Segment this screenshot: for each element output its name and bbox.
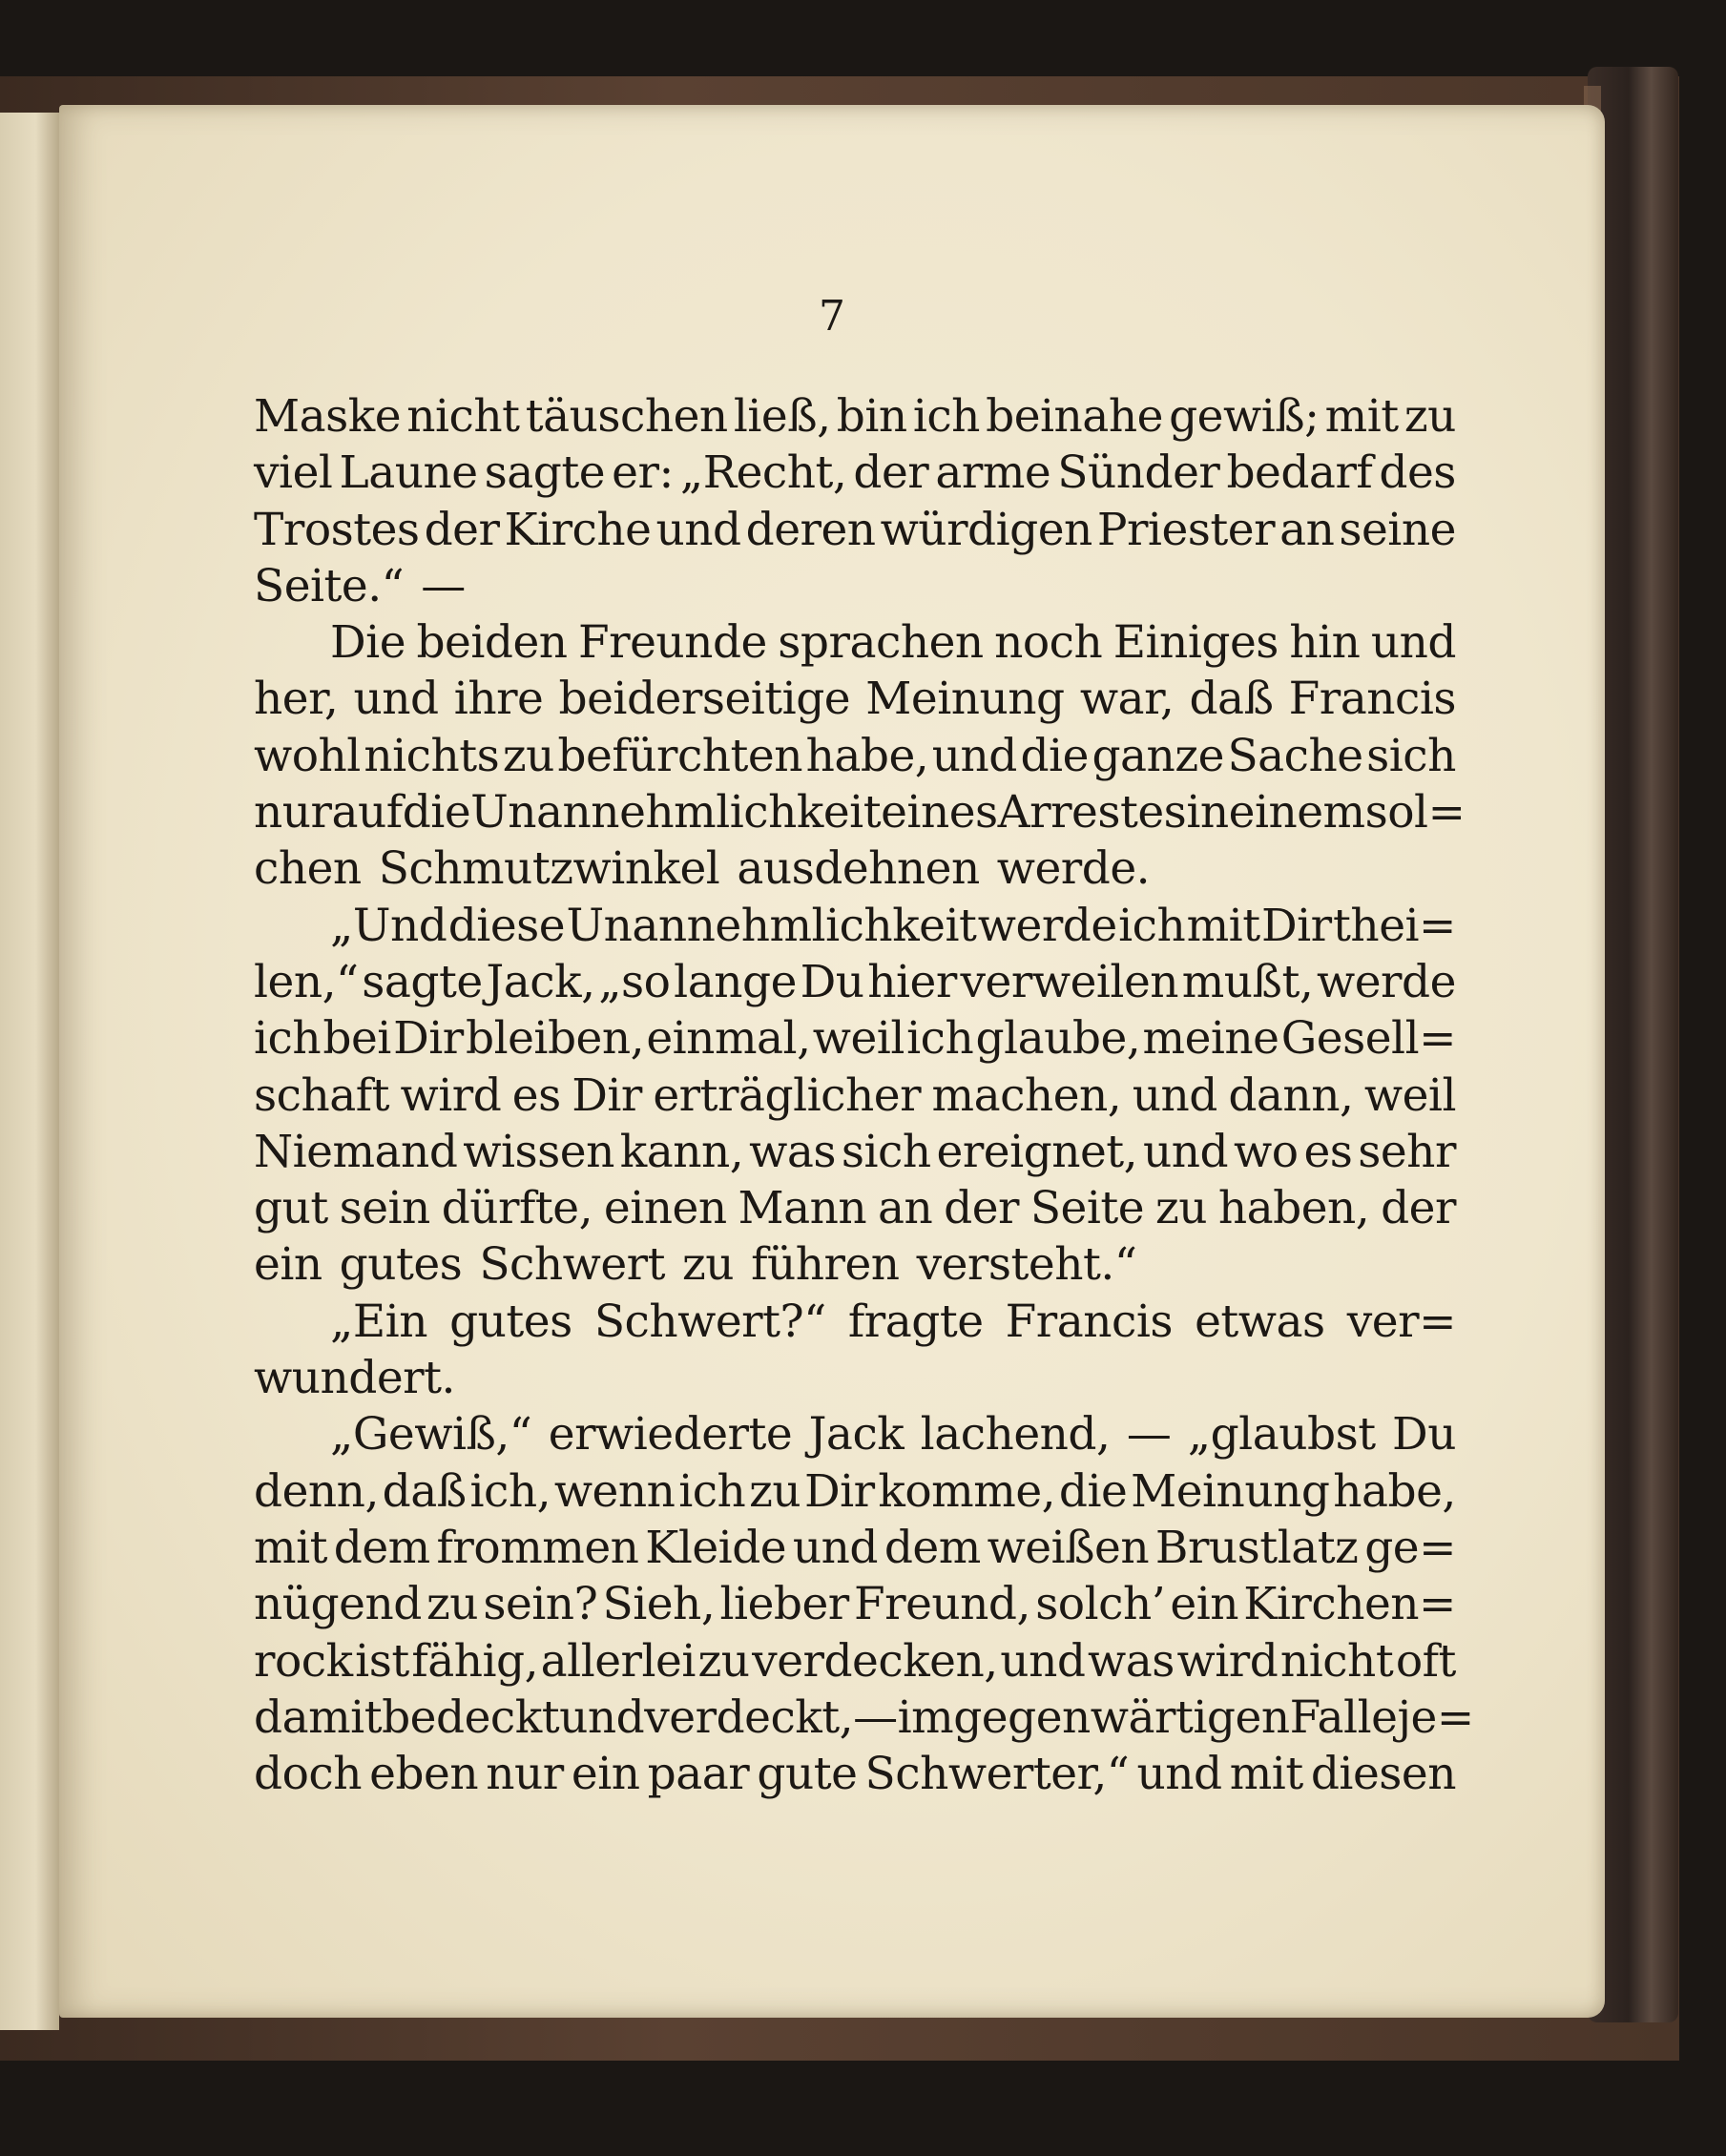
text-line: wundert. <box>254 1352 455 1405</box>
text-line: her, und ihre beiderseitige Meinung war, daß Francis <box>254 673 1456 726</box>
text-line: gut sein dürfte, einen Mann an der Seite zu haben, der <box>254 1182 1456 1235</box>
facing-page-edge <box>0 113 59 2030</box>
text-line: „Ein gutes Schwert?“ fragte Francis etwas ver= <box>330 1295 1456 1348</box>
text-line: Seite.“ — <box>254 559 466 612</box>
text-line: damit bedeckt und verdeckt, — im gegenwärtigen Falle je= <box>254 1690 1474 1744</box>
text-line: len,“ sagte Jack, „so lange Du hier verweilen mußt, werde <box>254 955 1456 1008</box>
text-line: nügend zu sein? Sieh, lieber Freund, solch’ ein Kirchen= <box>254 1578 1456 1631</box>
text-line: doch eben nur ein paar gute Schwerter,“ und mit diesen <box>254 1748 1456 1801</box>
text-line: ich bei Dir bleiben, einmal, weil ich glaube, meine Gesell= <box>254 1012 1456 1066</box>
text-line: Niemand wissen kann, was sich ereignet, und wo es sehr <box>254 1125 1456 1178</box>
text-line: rock ist fähig, allerlei zu verdecken, und was wird nicht oft <box>254 1634 1456 1688</box>
text-line: mit dem frommen Kleide und dem weißen Brustlatz ge= <box>254 1521 1456 1574</box>
text-line: chen Schmutzwinkel ausdehnen werde. <box>254 842 1151 896</box>
text-line: „Und diese Unannehmlichkeit werde ich mit Dir thei= <box>330 899 1456 952</box>
text-line: denn, daß ich, wenn ich zu Dir komme, die Meinung habe, <box>254 1464 1456 1518</box>
text-line: Maske nicht täuschen ließ, bin ich beinahe gewiß; mit zu <box>254 390 1456 443</box>
page-text <box>254 388 1474 1802</box>
text-line: wohl nichts zu befürchten habe, und die ganze Sache sich <box>254 729 1456 782</box>
text-line: nur auf die Unannehmlichkeit eines Arrestes in einem sol= <box>254 786 1466 840</box>
text-line: Trostes der Kirche und deren würdigen Priester an seine <box>254 503 1456 556</box>
text-line: ein gutes Schwert zu führen versteht.“ <box>254 1238 1137 1292</box>
book-page <box>59 105 1605 2018</box>
page-number: 7 <box>819 292 845 341</box>
text-line: viel Laune sagte er: „Recht, der arme Sünder bedarf des <box>254 446 1456 500</box>
text-line: Die beiden Freunde sprachen noch Einiges hin und <box>330 616 1456 670</box>
text-line: schaft wird es Dir erträglicher machen, und dann, weil <box>254 1068 1456 1122</box>
text-line: „Gewiß,“ erwiederte Jack lachend, — „glaubst Du <box>330 1408 1456 1462</box>
